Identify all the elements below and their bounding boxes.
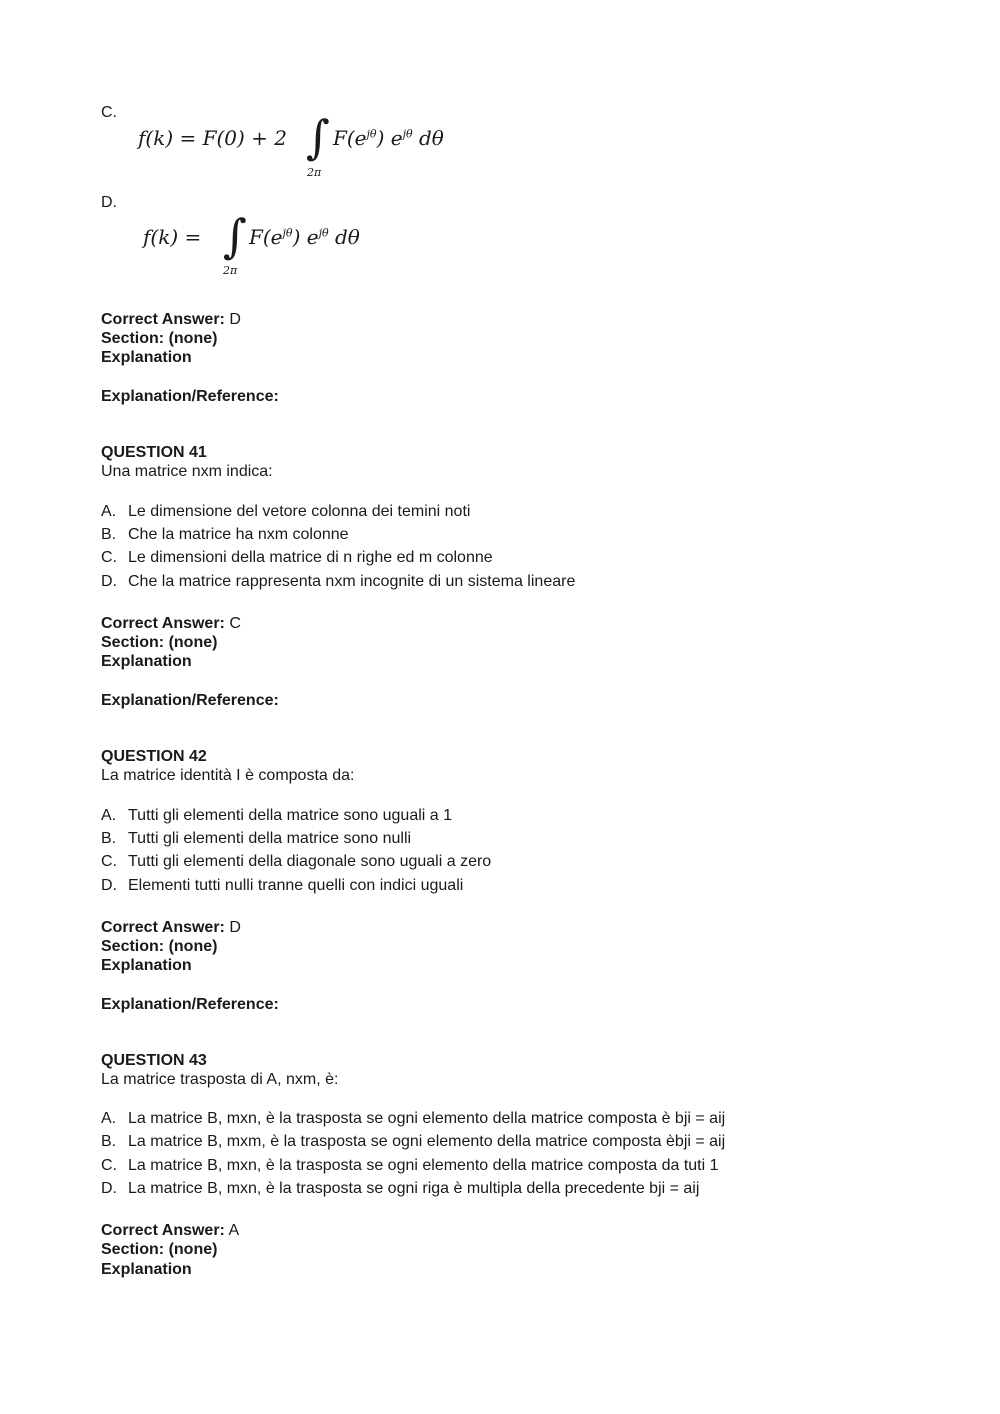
- correct-answer-line: Correct Answer: D: [101, 919, 241, 936]
- explanation-line: Explanation: [101, 653, 192, 670]
- question-prompt: La matrice trasposta di A, nxm, è:: [101, 1071, 339, 1088]
- section-line: Section: (none): [101, 330, 218, 347]
- answer-option: A. Le dimensione del vetore colonna dei temini noti: [101, 503, 471, 520]
- answer-option: B. Che la matrice ha nxm colonne: [101, 526, 349, 543]
- explanation-line: Explanation: [101, 349, 192, 366]
- question-title: QUESTION 43: [101, 1052, 207, 1069]
- answer-option: C. Tutti gli elementi della diagonale sono uguali a zero: [101, 853, 492, 870]
- explanation-line: Explanation: [101, 1261, 192, 1278]
- formula-lhs: f(k) = F(0) + 2: [138, 126, 288, 150]
- integral-subscript: 2π: [223, 264, 238, 277]
- explanation-reference-line: Explanation/Reference:: [101, 692, 279, 709]
- option-letter-c: C.: [101, 104, 117, 121]
- integral-sign: ∫: [306, 110, 330, 164]
- question-title: QUESTION 41: [101, 444, 207, 461]
- explanation-reference-line: Explanation/Reference:: [101, 388, 279, 405]
- answer-option: A. La matrice B, mxn, è la trasposta se ogni elemento della matrice composta è bji = aij: [101, 1110, 726, 1127]
- explanation-reference-line: Explanation/Reference:: [101, 996, 279, 1013]
- question-prompt: Una matrice nxm indica:: [101, 463, 273, 480]
- formula-integrand: $F(e^{j\theta})$ $e^{j\theta}$ dθ: [333, 126, 444, 150]
- correct-answer-line: Correct Answer: C: [101, 615, 241, 632]
- formula-integrand: $F(e^{j\theta})$ $e^{j\theta}$ dθ: [249, 225, 360, 249]
- question-prompt: La matrice identità I è composta da:: [101, 767, 355, 784]
- section-line: Section: (none): [101, 634, 218, 651]
- section-line: Section: (none): [101, 1241, 218, 1258]
- answer-option: C. Le dimensioni della matrice di n righe ed m colonne: [101, 549, 493, 566]
- integral-subscript: 2π: [307, 166, 322, 179]
- question-title: QUESTION 42: [101, 748, 207, 765]
- answer-option: D. Che la matrice rappresenta nxm incognite di un sistema lineare: [101, 573, 576, 590]
- answer-option: D. Elementi tutti nulli tranne quelli con indici uguali: [101, 877, 464, 894]
- integral-sign: ∫: [223, 209, 247, 263]
- answer-option: A. Tutti gli elementi della matrice sono uguali a 1: [101, 807, 453, 824]
- answer-option: B. La matrice B, mxm, è la trasposta se ogni elemento della matrice composta èbji = aij: [101, 1133, 726, 1150]
- explanation-line: Explanation: [101, 957, 192, 974]
- correct-answer-line: Correct Answer: D: [101, 311, 241, 328]
- section-line: Section: (none): [101, 938, 218, 955]
- answer-option: C. La matrice B, mxn, è la trasposta se ogni elemento della matrice composta da tuti 1: [101, 1157, 719, 1174]
- answer-option: D. La matrice B, mxn, è la trasposta se ogni riga è multipla della precedente bji = aij: [101, 1180, 700, 1197]
- option-letter-d: D.: [101, 194, 117, 211]
- answer-option: B. Tutti gli elementi della matrice sono nulli: [101, 830, 412, 847]
- formula-lhs: f(k) =: [143, 225, 202, 249]
- correct-answer-line: Correct Answer: A: [101, 1222, 240, 1239]
